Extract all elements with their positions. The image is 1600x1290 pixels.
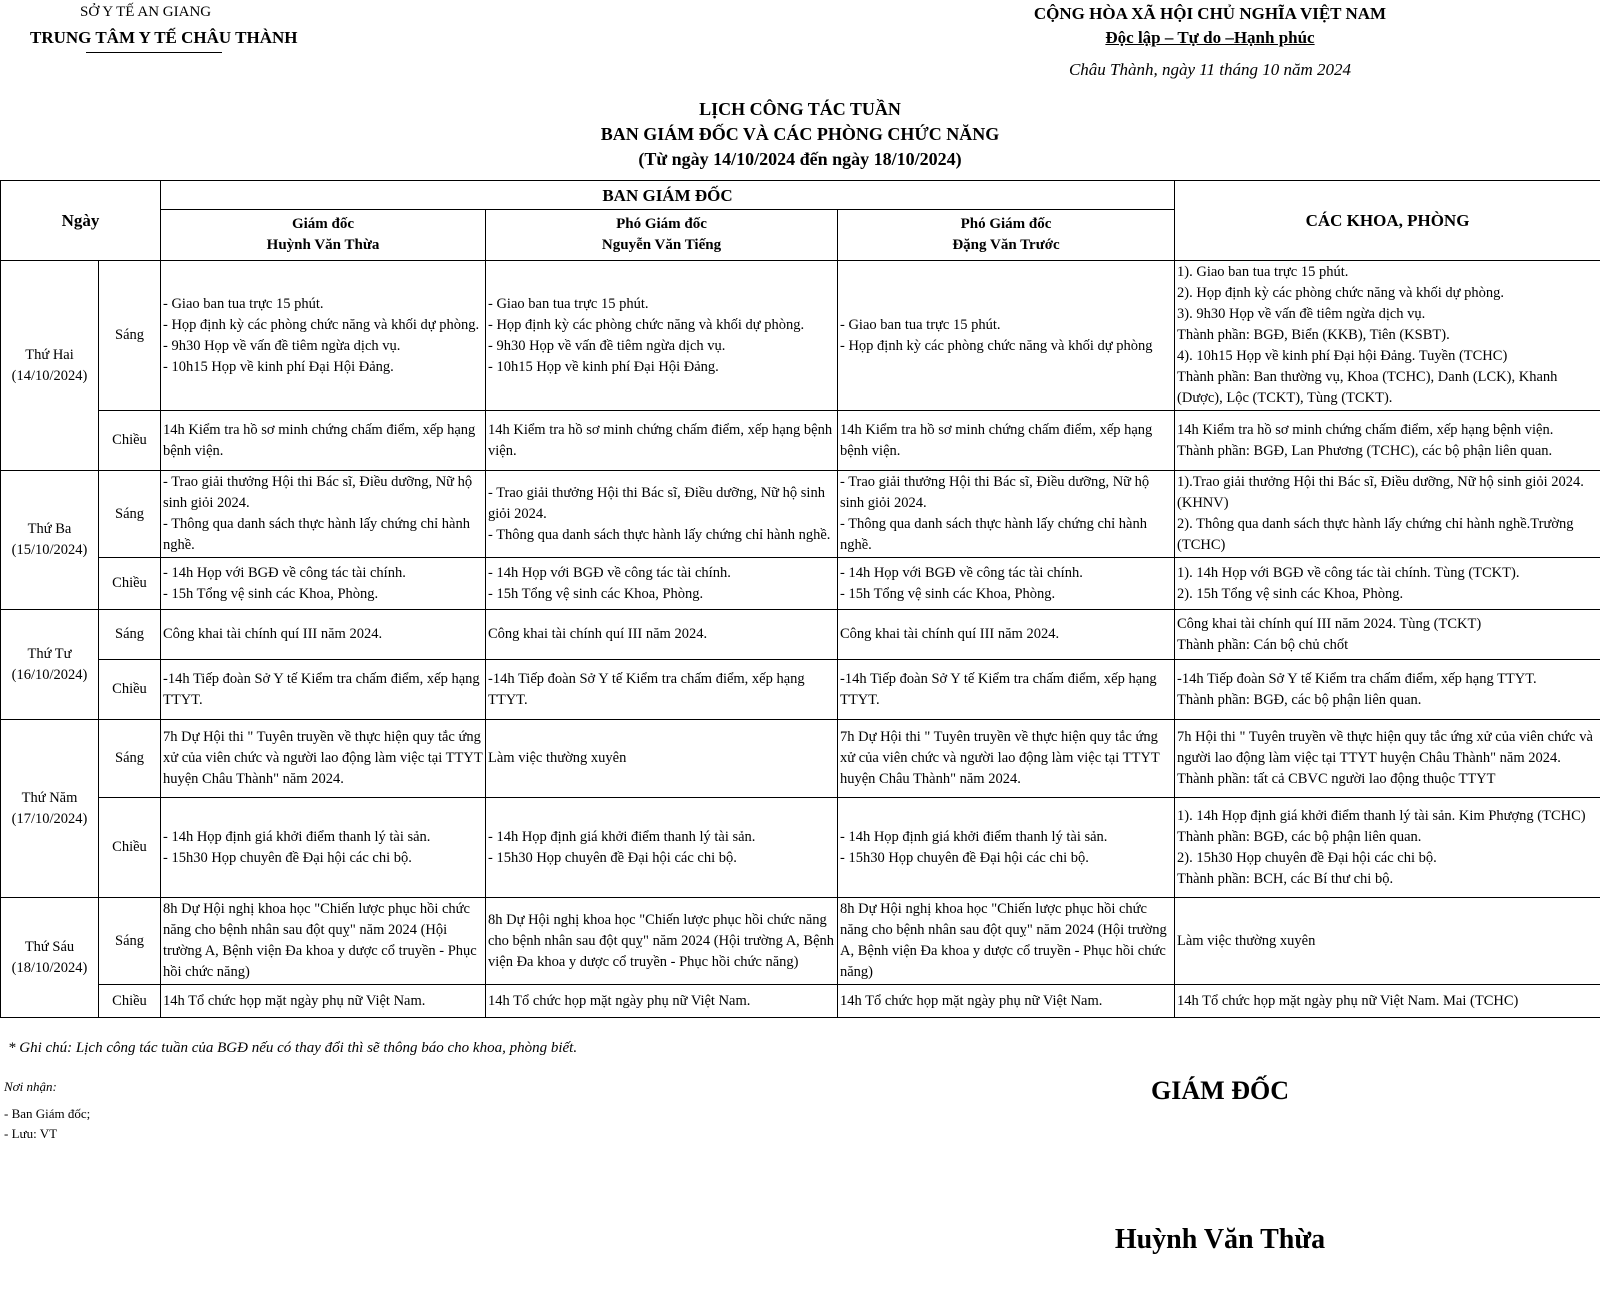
header-deputy-1 xyxy=(486,210,838,261)
task-line: - Giao ban tua trực 15 phút. xyxy=(163,295,324,312)
task-line: - 14h Họp với BGĐ về công tác tài chính. xyxy=(163,564,406,581)
deputy2-task-cell xyxy=(838,898,1175,985)
task-line: Công khai tài chính quí III năm 2024. xyxy=(163,626,383,642)
deputy2-task-cell xyxy=(838,411,1175,471)
header-bgd: BAN GIÁM ĐỐC xyxy=(161,181,1175,210)
task-line: 7h Hội thi " Tuyên truyền về thực hiện quy tắc ứng xử của viên chức và người lao động làm việc tại TTYT huyện Châu Thành" năm 2024. xyxy=(1177,729,1593,766)
deputy2-task-cell xyxy=(838,985,1175,1018)
day-cell xyxy=(1,471,99,610)
task-line: - Họp định kỳ các phòng chức năng và khối dự phòng. xyxy=(488,316,805,333)
signature-title: GIÁM ĐỐC xyxy=(1151,1076,1289,1105)
department-task-cell xyxy=(1175,471,1600,558)
task-line: - Trao giải thưởng Hội thi Bác sĩ, Điều dưỡng, Nữ hộ sinh giỏi 2024. xyxy=(488,484,825,522)
task-line: - 9h30 Họp về vấn đề tiêm ngừa dịch vụ. xyxy=(488,337,726,354)
doc-date-range: (Từ ngày 14/10/2024 đến ngày 18/10/2024) xyxy=(638,149,962,169)
director-task-cell xyxy=(161,610,486,660)
task-line: -14h Tiếp đoàn Sở Y tế Kiểm tra chấm điểm, xếp hạng TTYT. xyxy=(1177,670,1537,687)
session-label: Sáng xyxy=(99,261,161,411)
task-line: - 14h Họp định giá khởi điểm thanh lý tài sản. xyxy=(163,828,431,845)
task-line: Thành phần: BGĐ, các bộ phận liên quan. xyxy=(1177,691,1422,708)
director-task-cell xyxy=(161,660,486,720)
task-line: - Họp định kỳ các phòng chức năng và khối dự phòng xyxy=(840,337,1153,354)
task-line: - 14h Họp với BGĐ về công tác tài chính. xyxy=(840,564,1083,581)
task-line: - 14h Họp định giá khởi điểm thanh lý tài sản. xyxy=(488,828,756,845)
session-label: Sáng xyxy=(99,898,161,985)
director-task-cell xyxy=(161,898,486,985)
day-name: Thứ Hai xyxy=(25,346,74,363)
department-task-cell xyxy=(1175,261,1600,411)
deputy2-task-cell xyxy=(838,798,1175,898)
task-line: 1). Giao ban tua trực 15 phút. xyxy=(1177,264,1349,280)
director-task-cell xyxy=(161,798,486,898)
task-line: 1).Trao giải thưởng Hội thi Bác sĩ, Điều dưỡng, Nữ hộ sinh giỏi 2024. (KHNV) xyxy=(1177,474,1584,511)
task-line: 14h Tổ chức họp mặt ngày phụ nữ Việt Nam. xyxy=(488,992,751,1009)
document-date: Châu Thành, ngày 11 tháng 10 năm 2024 xyxy=(1068,60,1352,79)
task-line: 1). 14h Họp định giá khởi điểm thanh lý tài sản. Kim Phượng (TCHC) xyxy=(1177,807,1586,824)
footnote: * Ghi chú: Lịch công tác tuần của BGĐ nếu có thay đổi thì sẽ thông báo cho khoa, phòng biết. xyxy=(8,1040,578,1056)
schedule-row xyxy=(1,660,1600,720)
deputy2-task-cell xyxy=(838,660,1175,720)
schedule-table xyxy=(0,180,1600,1018)
session-label: Sáng xyxy=(99,720,161,798)
header-departments: CÁC KHOA, PHÒNG xyxy=(1175,181,1600,261)
doc-title: LỊCH CÔNG TÁC TUẦN xyxy=(699,99,901,119)
header-director xyxy=(161,210,486,261)
department-task-cell xyxy=(1175,411,1600,471)
director-task-cell xyxy=(161,720,486,798)
session-label: Chiều xyxy=(99,411,161,471)
task-line: 14h Tổ chức họp mặt ngày phụ nữ Việt Nam. xyxy=(840,992,1103,1009)
task-line: Thành phần: Ban thường vụ, Khoa (TCHC), Danh (LCK), Khanh (Dược), Lộc (TCKT), Tùng (TCKT). xyxy=(1177,369,1558,406)
schedule-row xyxy=(1,798,1600,898)
director-task-cell xyxy=(161,261,486,411)
task-line: 3). 9h30 Họp về vấn đề tiêm ngừa dịch vụ. xyxy=(1177,306,1426,322)
deputy1-task-cell xyxy=(486,471,838,558)
task-line: 4). 10h15 Họp về kinh phí Đại hội Đảng. Tuyền (TCHC) xyxy=(1177,348,1508,364)
task-line: 14h Kiểm tra hồ sơ minh chứng chấm điểm, xếp hạng bệnh viện. xyxy=(163,421,476,459)
day-cell xyxy=(1,898,99,1018)
task-line: Thành phần: BGĐ, Lan Phương (TCHC), các bộ phận liên quan. xyxy=(1177,442,1553,459)
deputy2-task-cell xyxy=(838,720,1175,798)
leader-role: Phó Giám đốc xyxy=(960,216,1052,232)
leader-name: Huỳnh Văn Thừa xyxy=(266,237,380,253)
task-line: Làm việc thường xuyên xyxy=(1177,932,1316,949)
deputy2-task-cell xyxy=(838,558,1175,610)
task-line: - 10h15 Họp về kinh phí Đại Hội Đảng. xyxy=(488,358,719,375)
session-label: Chiều xyxy=(99,660,161,720)
task-line: 7h Dự Hội thi " Tuyên truyền về thực hiện quy tắc ứng xử của viên chức và người lao động làm việc tại TTYT huyện Châu Thành" năm 2024. xyxy=(840,729,1160,787)
org-underline xyxy=(86,52,222,53)
task-line: 8h Dự Hội nghị khoa học "Chiến lược phục hồi chức năng cho bệnh nhân sau đột quỵ" năm 2024 (Hội trường A, Bệnh viện Đa khoa y dược cổ truyền - Phục hồi chức năng) xyxy=(840,901,1167,980)
director-task-cell xyxy=(161,558,486,610)
task-line: - 15h30 Họp chuyên đề Đại hội các chi bộ. xyxy=(163,849,412,866)
task-line: - Trao giải thưởng Hội thi Bác sĩ, Điều dưỡng, Nữ hộ sinh giỏi 2024. xyxy=(840,474,1150,511)
task-line: - 14h Họp định giá khởi điểm thanh lý tài sản. xyxy=(840,828,1108,845)
day-cell xyxy=(1,610,99,720)
recipient-item: - Ban Giám đốc; xyxy=(4,1106,91,1121)
task-line: Công khai tài chính quí III năm 2024. xyxy=(840,626,1060,642)
deputy1-task-cell xyxy=(486,720,838,798)
task-line: - Thông qua danh sách thực hành lấy chứng chỉ hành nghề. xyxy=(488,526,831,543)
task-line: - 9h30 Họp về vấn đề tiêm ngừa dịch vụ. xyxy=(163,337,401,354)
task-line: Làm việc thường xuyên xyxy=(488,750,627,766)
session-label: Chiều xyxy=(99,985,161,1018)
task-line: 14h Kiểm tra hồ sơ minh chứng chấm điểm, xếp hạng bệnh viện. xyxy=(488,421,833,459)
session-label: Chiều xyxy=(99,798,161,898)
day-date: (15/10/2024) xyxy=(11,542,88,558)
day-name: Thứ Ba xyxy=(27,521,72,537)
task-line: 2). Thông qua danh sách thực hành lấy chứng chỉ hành nghề.Trường (TCHC) xyxy=(1177,516,1574,553)
header-deputy-2 xyxy=(838,210,1175,261)
deputy1-task-cell xyxy=(486,798,838,898)
task-line: - Thông qua danh sách thực hành lấy chứng chỉ hành nghề. xyxy=(163,516,470,553)
org-parent: SỞ Y TẾ AN GIANG xyxy=(80,4,212,20)
task-line: 2). Họp định kỳ các phòng chức năng và khối dự phòng. xyxy=(1177,285,1505,301)
national-motto: Độc lập – Tự do –Hạnh phúc xyxy=(1105,28,1315,47)
task-line: - 15h Tổng vệ sinh các Khoa, Phòng. xyxy=(488,585,704,602)
department-task-cell xyxy=(1175,558,1600,610)
day-date: (16/10/2024) xyxy=(11,666,88,683)
department-task-cell xyxy=(1175,660,1600,720)
department-task-cell xyxy=(1175,985,1600,1018)
task-line: 14h Tổ chức họp mặt ngày phụ nữ Việt Nam. xyxy=(163,992,426,1009)
doc-subtitle: BAN GIÁM ĐỐC VÀ CÁC PHÒNG CHỨC NĂNG xyxy=(600,124,1000,144)
deputy2-task-cell xyxy=(838,471,1175,558)
task-line: -14h Tiếp đoàn Sở Y tế Kiểm tra chấm điểm, xếp hạng TTYT. xyxy=(163,670,480,708)
task-line: 14h Kiểm tra hồ sơ minh chứng chấm điểm, xếp hạng bệnh viện. xyxy=(840,421,1153,459)
deputy1-task-cell xyxy=(486,610,838,660)
task-line: - 15h Tổng vệ sinh các Khoa, Phòng. xyxy=(840,585,1056,602)
schedule-row xyxy=(1,898,1600,985)
day-cell xyxy=(1,261,99,471)
leader-role: Phó Giám đốc xyxy=(616,216,707,232)
signature-name: Huỳnh Văn Thừa xyxy=(1114,1224,1326,1255)
schedule-row xyxy=(1,610,1600,660)
leader-name: Nguyễn Văn Tiếng xyxy=(601,237,722,253)
deputy1-task-cell xyxy=(486,261,838,411)
header-day: Ngày xyxy=(1,181,161,261)
schedule-row xyxy=(1,985,1600,1018)
deputy1-task-cell xyxy=(486,985,838,1018)
leader-role: Giám đốc xyxy=(291,216,355,232)
deputy1-task-cell xyxy=(486,898,838,985)
task-line: -14h Tiếp đoàn Sở Y tế Kiểm tra chấm điểm, xếp hạng TTYT. xyxy=(840,670,1157,708)
task-line: Thành phần: BGĐ, Biển (KKB), Tiên (KSBT). xyxy=(1177,327,1450,343)
task-line: Công khai tài chính quí III năm 2024. xyxy=(488,626,708,642)
task-line: 8h Dự Hội nghị khoa học "Chiến lược phục hồi chức năng cho bệnh nhân sau đột quỵ" năm 2024 (Hội trường A, Bệnh viện Đa khoa y dược cổ truyền - Phục hồi chức năng) xyxy=(163,901,477,980)
task-line: Thành phần: Cán bộ chủ chốt xyxy=(1177,636,1349,653)
recipient-item: - Lưu: VT xyxy=(4,1126,58,1141)
director-task-cell xyxy=(161,471,486,558)
schedule-row xyxy=(1,720,1600,798)
task-line: Thành phần: tất cả CBVC người lao động thuộc TTYT xyxy=(1177,771,1496,787)
department-task-cell xyxy=(1175,798,1600,898)
task-line: 2). 15h30 Họp chuyên đề Đại hội các chi bộ. xyxy=(1177,849,1437,866)
task-line: - 15h Tổng vệ sinh các Khoa, Phòng. xyxy=(163,585,379,602)
day-date: (14/10/2024) xyxy=(11,367,88,384)
task-line: - Trao giải thưởng Hội thi Bác sĩ, Điều dưỡng, Nữ hộ sinh giỏi 2024. xyxy=(163,474,473,511)
department-task-cell xyxy=(1175,610,1600,660)
deputy2-task-cell xyxy=(838,261,1175,411)
task-line: - 15h30 Họp chuyên đề Đại hội các chi bộ. xyxy=(840,849,1089,866)
day-date: (17/10/2024) xyxy=(11,810,88,827)
task-line: Công khai tài chính quí III năm 2024. Tùng (TCKT) xyxy=(1177,615,1482,632)
task-line: - 14h Họp với BGĐ về công tác tài chính. xyxy=(488,564,731,581)
task-line: 8h Dự Hội nghị khoa học "Chiến lược phục hồi chức năng cho bệnh nhân sau đột quỵ" năm 2024 (Hội trường A, Bệnh viện Đa khoa y dược cổ truyền - Phục hồi chức năng) xyxy=(488,911,835,970)
schedule-row xyxy=(1,471,1600,558)
director-task-cell xyxy=(161,985,486,1018)
day-date: (18/10/2024) xyxy=(11,959,88,976)
schedule-row xyxy=(1,261,1600,411)
day-cell xyxy=(1,720,99,898)
recipients-label: Nơi nhận: xyxy=(4,1079,57,1094)
leader-name: Đặng Văn Trước xyxy=(952,237,1060,253)
deputy1-task-cell xyxy=(486,660,838,720)
task-line: - Giao ban tua trực 15 phút. xyxy=(840,316,1001,333)
director-task-cell xyxy=(161,411,486,471)
department-task-cell xyxy=(1175,898,1600,985)
task-line: 14h Tổ chức họp mặt ngày phụ nữ Việt Nam. Mai (TCHC) xyxy=(1177,992,1519,1009)
session-label: Sáng xyxy=(99,471,161,558)
day-name: Thứ Tư xyxy=(27,645,72,662)
national-title: CỘNG HÒA XÃ HỘI CHỦ NGHĨA VIỆT NAM xyxy=(1033,4,1387,23)
task-line: 1). 14h Họp với BGĐ về công tác tài chính. Tùng (TCKT). xyxy=(1177,564,1520,581)
task-line: - Thông qua danh sách thực hành lấy chứng chỉ hành nghề. xyxy=(840,516,1147,553)
task-line: 2). 15h Tổng vệ sinh các Khoa, Phòng. xyxy=(1177,585,1404,602)
org-name: TRUNG TÂM Y TẾ CHÂU THÀNH xyxy=(30,28,298,47)
session-label: Sáng xyxy=(99,610,161,660)
task-line: 14h Kiểm tra hồ sơ minh chứng chấm điểm, xếp hạng bệnh viện. xyxy=(1177,421,1554,438)
task-line: - 10h15 Họp về kinh phí Đại Hội Đảng. xyxy=(163,358,394,375)
schedule-row xyxy=(1,558,1600,610)
task-line: -14h Tiếp đoàn Sở Y tế Kiểm tra chấm điểm, xếp hạng TTYT. xyxy=(488,670,805,708)
task-line: - 15h30 Họp chuyên đề Đại hội các chi bộ. xyxy=(488,849,737,866)
day-name: Thứ Sáu xyxy=(24,938,75,955)
task-line: 7h Dự Hội thi " Tuyên truyền về thực hiện quy tắc ứng xử của viên chức và người lao động làm việc tại TTYT huyện Châu Thành" năm 2024. xyxy=(163,729,483,787)
day-name: Thứ Năm xyxy=(21,789,78,806)
task-line: - Giao ban tua trực 15 phút. xyxy=(488,295,649,312)
task-line: Thành phần: BGĐ, các bộ phận liên quan. xyxy=(1177,828,1422,845)
deputy1-task-cell xyxy=(486,411,838,471)
session-label: Chiều xyxy=(99,558,161,610)
task-line: - Họp định kỳ các phòng chức năng và khối dự phòng. xyxy=(163,316,480,333)
schedule-row xyxy=(1,411,1600,471)
task-line: Thành phần: BCH, các Bí thư chi bộ. xyxy=(1177,870,1394,887)
deputy1-task-cell xyxy=(486,558,838,610)
deputy2-task-cell xyxy=(838,610,1175,660)
department-task-cell xyxy=(1175,720,1600,798)
